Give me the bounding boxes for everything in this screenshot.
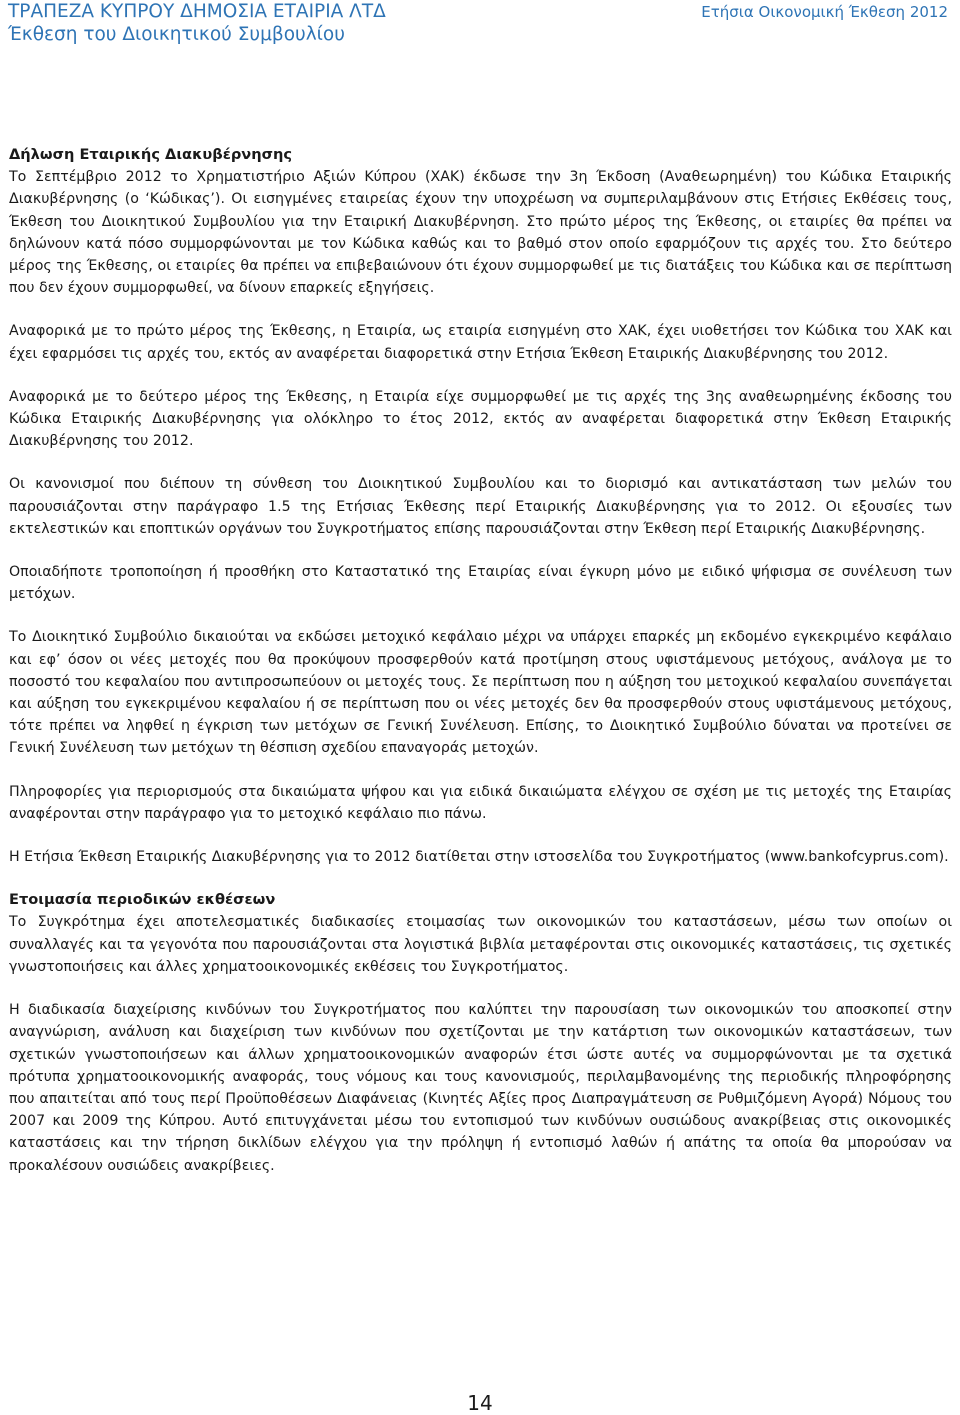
paragraph: Η διαδικασία διαχείρισης κινδύνων του Συγκροτήματος που καλύπτει την παρουσίαση των οικονομικών του αποσκοπεί στην αναγνώριση, ανάλυση και διαχείριση των κινδύνων που σχετίζονται με την κατάρτιση των οικονομικών καταστάσεων, των σχετικών γνωστοποιήσεων και άλλων χρηματοοικονομικών αναφορών έτσι ώστε αυτές να συμμορφώνονται με τα σχετικά πρότυπα χρηματοοικονομικής αναφοράς, τους νόμους και τους κανονισμούς, περιλαμβανομένης της περιοδικής πληροφόρησης που απαιτείται από τους περί Προϋποθέσεων Διαφάνειας (Κινητές Αξίες προς Διαπραγμάτευση σε Ρυθμιζόμενη Αγορά) Νόμους του 2007 και 2009 της Κύπρου. Αυτό επιτυγχάνεται μέσω του εντοπισμού των κινδύνων ουσιώδους ανακρίβειας στις οικονομικές καταστάσεις και την τήρηση δικλίδων ελέγχου για την πρόληψη ή εντοπισμό λαθών ή απάτης τα οποία θα μπορούσαν να προκαλέσουν ουσιώδεις ανακρίβειες. bbox=[9, 1002, 952, 1174]
page-header bbox=[8, 0, 952, 48]
paragraph: Οι κανονισμοί που διέπουν τη σύνθεση του Διοικητικού Συμβουλίου και το διορισμό και αντικατάσταση των μελών του παρουσιάζονται στην παράγραφο 1.5 της Ετήσιας Έκθεσης περί Εταιρικής Διακυβέρνησης για το 2012. Οι εξουσίες των εκτελεστικών και εποπτικών οργάνων του Συγκροτήματος επίσης παρουσιάζονται στην Έκθεση περί Εταιρικής Διακυβέρνησης. bbox=[9, 476, 952, 537]
paragraph: Η Ετήσια Έκθεση Εταιρικής Διακυβέρνησης για το 2012 διατίθεται στην ιστοσελίδα του Συγκροτήματος (www.bankofcyprus.com). bbox=[9, 849, 949, 866]
paragraph: Πληροφορίες για περιορισμούς στα δικαιώματα ψήφου και για ειδικά δικαιώματα ελέγχου σε σχέση με τις μετοχές της Εταιρίας αναφέρονται στην παράγραφο για το μετοχικό κεφάλαιο πιο πάνω. bbox=[9, 783, 952, 822]
company-name: ΤΡΑΠΕΖΑ ΚΥΠΡΟΥ ΔΗΜΟΣΙΑ ΕΤΑΙΡΙΑ ΛΤΔ bbox=[8, 1, 386, 22]
paragraph: Το Σεπτέμβριο 2012 το Χρηματιστήριο Αξιών Κύπρου (ΧΑΚ) έκδωσε την 3η Έκδοση (Αναθεωρημένη) του Κώδικα Εταιρικής Διακυβέρνησης (ο ‘Κώδικας’). Οι εισηγμένες εταιρείας έχουν την υποχρέωση να συμπεριλαμβάνουν στις Ετήσιες Εκθέσεις τους, Έκθεση του Διοικητικού Συμβουλίου για την Εταιρική Διακυβέρνηση. Στο πρώτο μέρος της Έκθεσης, οι εταιρίες θα πρέπει να δηλώνουν κατά πόσο συμμορφώνονται με τον Κώδικα καθώς και το βαθμό στον οποίο εφαρμόζουν τις αρχές του. Στο δεύτερο μέρος της Έκθεσης, οι εταιρίες θα πρέπει να επιβεβαιώνουν ότι έχουν συμμορφωθεί με τις διατάξεις του Κώδικα και σε περίπτωση που δεν έχουν συμμορφωθεί, να δίνουν επαρκείς εξηγήσεις. bbox=[9, 169, 952, 297]
paragraph: Οποιαδήποτε τροποποίηση ή προσθήκη στο Καταστατικό της Εταιρίας είναι έγκυρη μόνο με ειδικό ψήφισμα σε συνέλευση των μετόχων. bbox=[9, 564, 952, 603]
header-left-block bbox=[8, 0, 386, 46]
section-heading-periodic-reports: Ετοιμασία περιοδικών εκθέσεων bbox=[9, 891, 276, 909]
report-title: Ετήσια Οικονομική Έκθεση 2012 bbox=[701, 3, 948, 21]
section-name: Έκθεση του Διοικητικού Συμβουλίου bbox=[8, 24, 345, 45]
paragraph: Το Συγκρότημα έχει αποτελεσματικές διαδικασίες ετοιμασίας των οικονομικών του καταστάσεων, μέσω των οποίων οι συναλλαγές και τα γεγονότα που παρουσιάζονται στα λογιστικά βιβλία μεταφέρονται στις οικονομικές καταστάσεις, τις σχετικές γνωστοποιήσεις και άλλες χρηματοοικονομικές εκθέσεις του Συγκροτήματος. bbox=[9, 914, 952, 975]
paragraph: Αναφορικά με το δεύτερο μέρος της Έκθεσης, η Εταιρία είχε συμμορφωθεί με τις αρχές της 3ης αναθεωρημένης έκδοσης του Κώδικα Εταιρικής Διακυβέρνησης για ολόκληρο το έτος 2012, εκτός αν αναφέρεται διαφορετικά στην Έκθεση Εταιρικής Διακυβέρνησης του 2012. bbox=[9, 388, 952, 450]
paragraph: Το Διοικητικό Συμβούλιο δικαιούται να εκδώσει μετοχικό κεφάλαιο μέχρι να υπάρχει επαρκές μη εκδομένο εγκεκριμένο κεφάλαιο και εφ’ όσον οι νέες μετοχές που θα προκύψουν προσφερθούν κατά προτίμηση στους υφιστάμενους μετόχους, ανάλογα με το ποσοστό του κεφαλαίου που αντιπροσωπεύουν οι μετοχές τους. Σε περίπτωση που η αύξηση του μετοχικού κεφαλαίου συνεπάγεται και αύξηση του εγκεκριμένου κεφαλαίου ή σε περίπτωση που οι νέες μετοχές δεν θα προσφερθούν στους υφιστάμενους μετόχους, τότε πρέπει να ληφθεί η έγκριση των μετόχων σε Γενική Συνέλευση. Επίσης, το Διοικητικό Συμβούλιο δύναται να προτείνει σε Γενική Συνέλευση των μετόχων τη θέσπιση σχεδίου επαναγοράς μετοχών. bbox=[9, 629, 952, 757]
document-body bbox=[9, 144, 952, 1177]
page-number: 14 bbox=[467, 1391, 493, 1415]
section-heading-corporate-governance: Δήλωση Εταιρικής Διακυβέρνησης bbox=[9, 146, 293, 163]
paragraph: Αναφορικά με το πρώτο μέρος της Έκθεσης, η Εταιρία, ως εταιρία εισηγμένη στο ΧΑΚ, έχει υιοθετήσει τον Κώδικα του ΧΑΚ και έχει εφαρμόσει τις αρχές του, εκτός αν αναφέρεται διαφορετικά στην Ετήσια Έκθεση Εταιρικής Διακυβέρνησης του 2012. bbox=[9, 323, 952, 362]
